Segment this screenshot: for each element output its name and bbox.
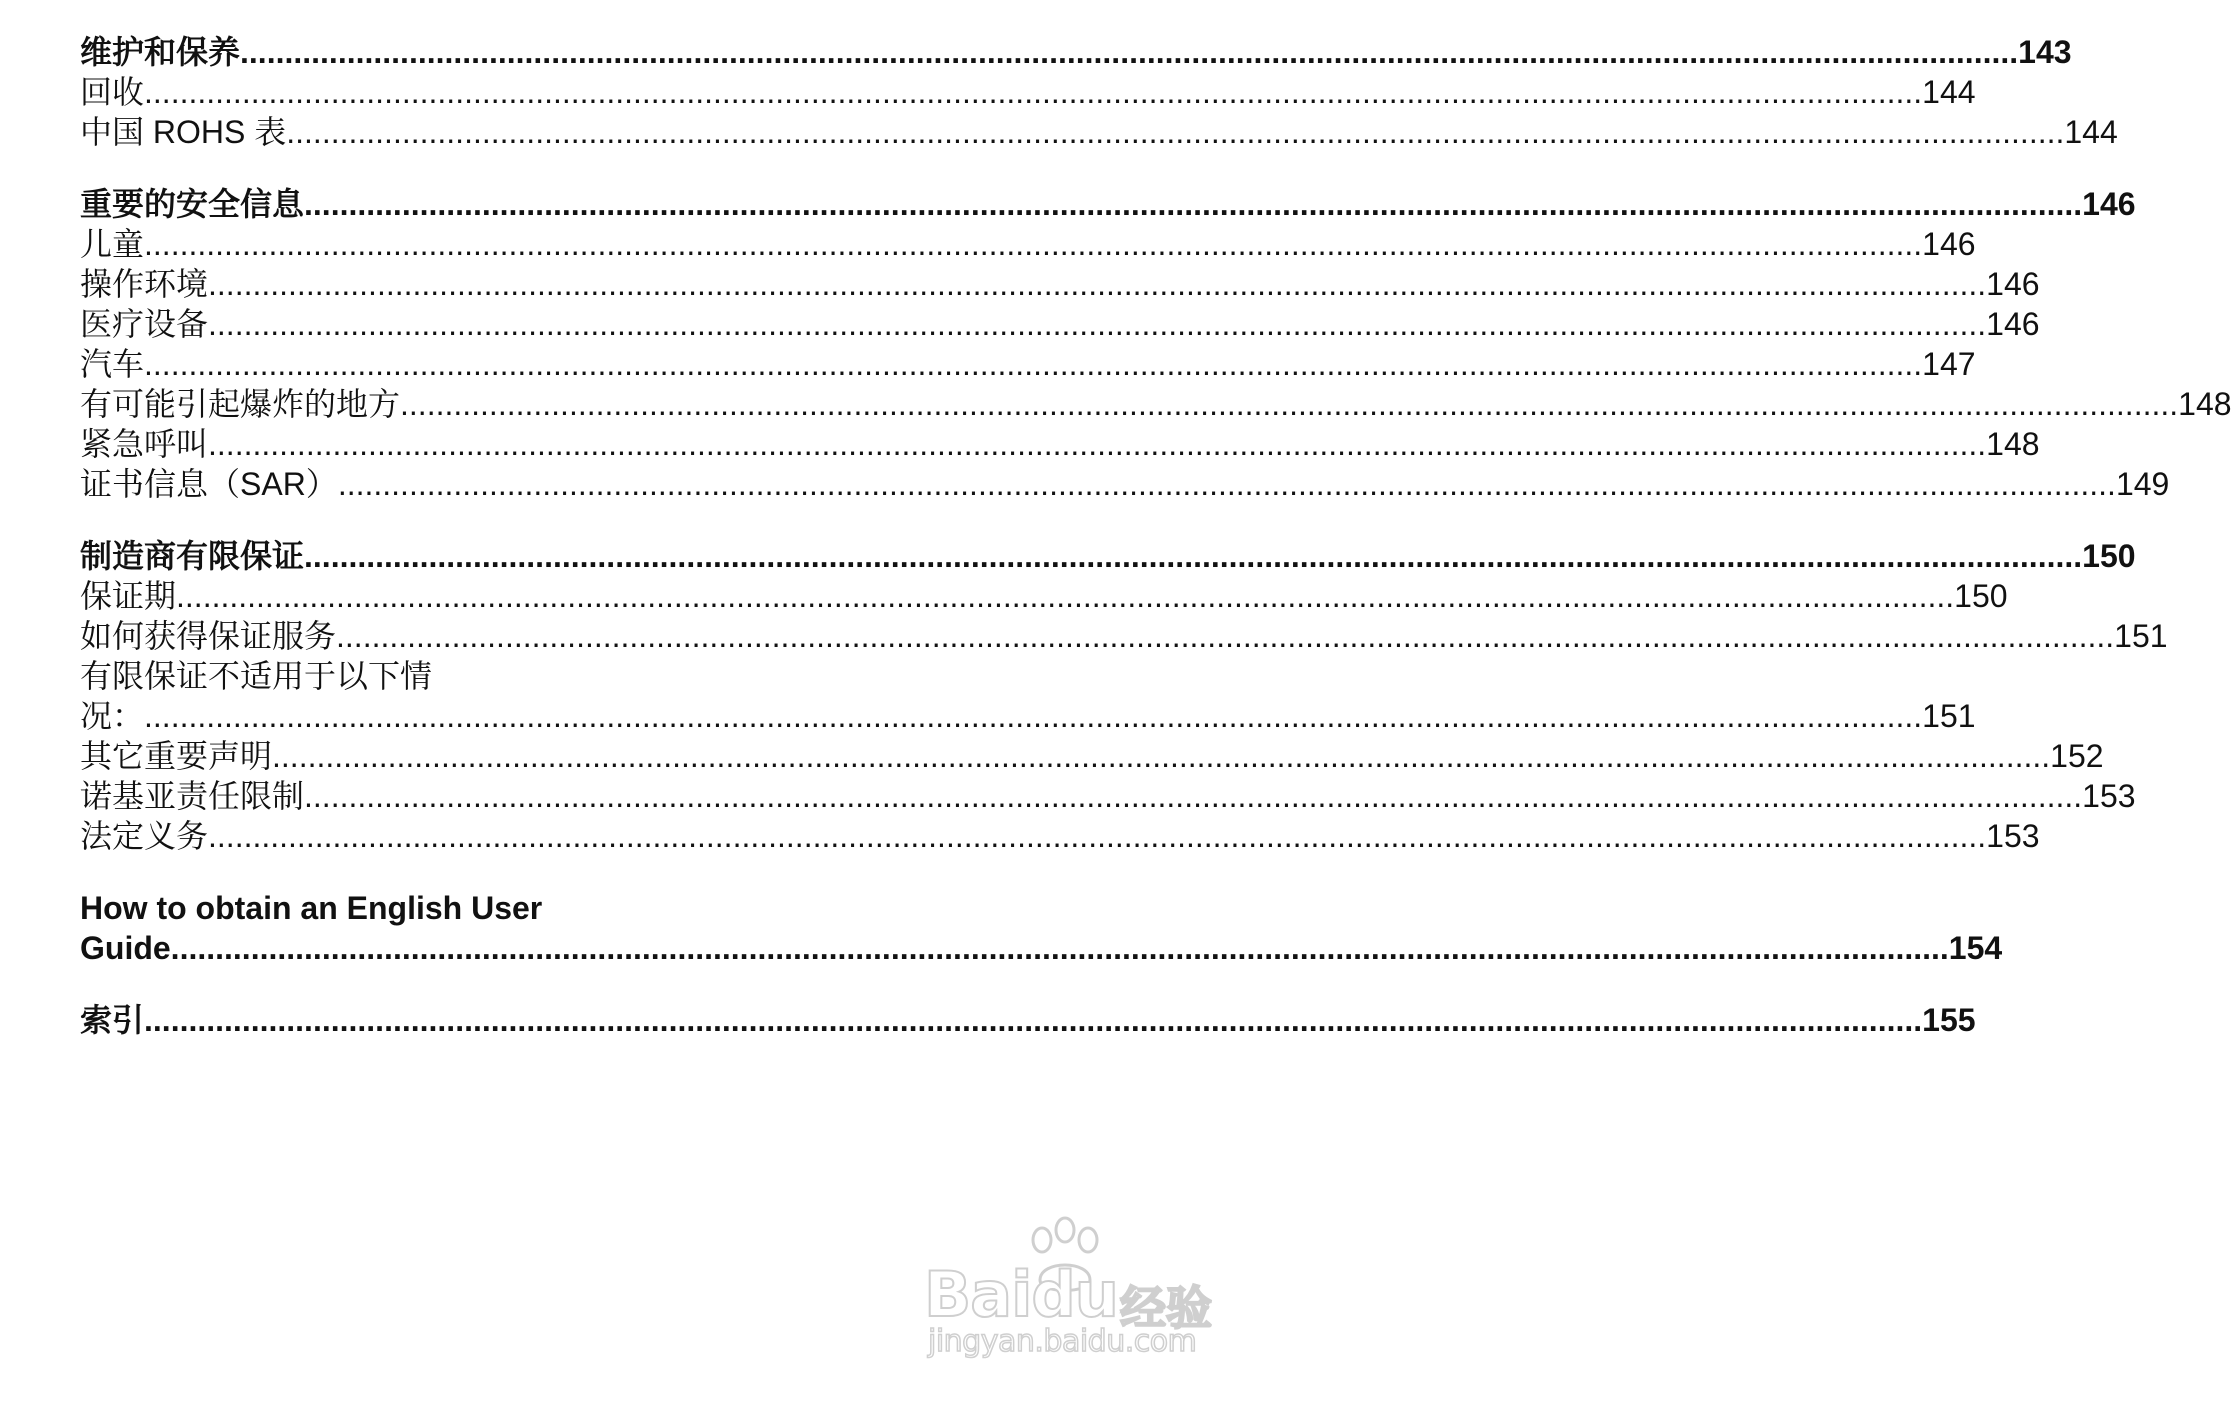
- toc-section: [80, 888, 2003, 968]
- toc-entry[interactable]: [80, 304, 2040, 344]
- toc-page-number: 151: [1922, 698, 1976, 734]
- toc-entry-title: 证书信息（SAR）: [80, 466, 338, 502]
- toc-page-number: 146: [1922, 226, 1976, 262]
- toc-page-number: 151: [2114, 618, 2168, 654]
- baidu-jingyan-watermark: [920, 1218, 1230, 1368]
- watermark-brand: [924, 1258, 1118, 1331]
- toc-entry-title: 诺基亚责任限制: [80, 778, 305, 814]
- toc-heading-title: 制造商有限保证: [80, 538, 305, 574]
- toc-heading-title: 重要的安全信息: [80, 186, 305, 222]
- dot-leader: ........................................................................................................................................................................................................: [400, 386, 2179, 422]
- toc-section: [80, 536, 2168, 856]
- toc-entry-title: 紧急呼叫: [80, 426, 209, 462]
- dot-leader: ........................................................................................................................................................................................................: [337, 466, 2116, 502]
- toc-heading-title: 维护和保养: [80, 34, 241, 70]
- toc-entry[interactable]: [80, 72, 1976, 112]
- toc-entry[interactable]: [80, 736, 2104, 776]
- toc-entry[interactable]: [80, 424, 2040, 464]
- dot-leader: ........................................................................................................................................................................................................: [208, 818, 1987, 854]
- toc-page-number: 146: [1986, 306, 2040, 342]
- toc-section: [80, 1000, 1976, 1040]
- toc-entry-title: 回收: [80, 74, 145, 110]
- watermark-url: jingyan.baidu.com: [928, 1324, 1197, 1359]
- toc-heading[interactable]: [80, 1000, 1976, 1040]
- dot-leader: ........................................................................................................................................................................................................: [240, 34, 2019, 70]
- watermark-brand-part2: du: [1031, 1258, 1118, 1331]
- dot-leader: ........................................................................................................................................................................................................: [272, 738, 2051, 774]
- toc-page-number: 149: [2115, 466, 2170, 502]
- toc-page-number: 147: [1922, 346, 1976, 382]
- toc-heading[interactable]: [80, 536, 2136, 576]
- toc-entry-title: 法定义务: [80, 818, 209, 854]
- toc-entry[interactable]: [80, 576, 2008, 616]
- toc-section: [80, 184, 2232, 504]
- toc-entry[interactable]: [80, 816, 2040, 856]
- toc-page-number: 150: [1954, 578, 2008, 614]
- toc-entry-title: 况：: [80, 698, 145, 734]
- toc-entry-title: 如何获得保证服务: [80, 618, 337, 654]
- toc-page-number: 144: [2064, 114, 2118, 150]
- table-of-contents: [80, 32, 2232, 1072]
- toc-page-number: 153: [1986, 818, 2040, 854]
- toc-entry-title: 操作环境: [80, 266, 209, 302]
- dot-leader: ........................................................................................................................................................................................................: [176, 578, 1955, 614]
- dot-leader: ........................................................................................................................................................................................................: [208, 266, 1987, 302]
- toc-page-number: 143: [2018, 34, 2072, 70]
- toc-entry-title: 其它重要声明: [80, 738, 273, 774]
- dot-leader: ........................................................................................................................................................................................................: [208, 426, 1987, 462]
- dot-leader: ........................................................................................................................................................................................................: [144, 226, 1923, 262]
- toc-entry[interactable]: [80, 224, 1976, 264]
- dot-leader: ........................................................................................................................................................................................................: [208, 306, 1987, 342]
- toc-page-number: 146: [2082, 186, 2136, 222]
- toc-page-number: 148: [1986, 426, 2040, 462]
- toc-entry-title: 保证期: [80, 578, 177, 614]
- toc-entry-title: 汽车: [80, 346, 145, 382]
- toc-entry-title: 中国 ROHS 表: [80, 114, 287, 150]
- toc-page-number: 152: [2050, 738, 2104, 774]
- dot-leader: ........................................................................................................................................................................................................: [304, 186, 2083, 222]
- watermark-suffix: 经验: [1120, 1281, 1212, 1335]
- toc-page-number: 144: [1922, 74, 1976, 110]
- toc-entry[interactable]: [80, 464, 2170, 504]
- dot-leader: ........................................................................................................................................................................................................: [170, 930, 1949, 966]
- dot-leader: ........................................................................................................................................................................................................: [144, 698, 1923, 734]
- toc-page-number: 150: [2082, 538, 2136, 574]
- dot-leader: ........................................................................................................................................................................................................: [144, 74, 1923, 110]
- toc-entry[interactable]: [80, 616, 2168, 656]
- toc-entry-title: 儿童: [80, 226, 145, 262]
- toc-entry-title: 医疗设备: [80, 306, 209, 342]
- toc-entry[interactable]: [80, 264, 2040, 304]
- toc-page-number: 154: [1948, 930, 2003, 966]
- toc-page-number: 146: [1986, 266, 2040, 302]
- dot-leader: ........................................................................................................................................................................................................: [144, 346, 1923, 382]
- toc-heading[interactable]: [80, 928, 2003, 968]
- toc-heading-title: Guide: [80, 930, 171, 966]
- dot-leader: ........................................................................................................................................................................................................: [336, 618, 2115, 654]
- dot-leader: ........................................................................................................................................................................................................: [286, 114, 2065, 150]
- toc-entry[interactable]: [80, 384, 2232, 424]
- toc-page-number: 153: [2082, 778, 2136, 814]
- toc-heading[interactable]: [80, 32, 2072, 72]
- toc-section: [80, 32, 2118, 152]
- toc-entry[interactable]: [80, 696, 1976, 736]
- toc-heading-title-line1[interactable]: How to obtain an English User: [80, 890, 543, 926]
- toc-entry[interactable]: [80, 344, 1976, 384]
- toc-entry[interactable]: [80, 776, 2136, 816]
- toc-heading[interactable]: [80, 184, 2136, 224]
- toc-page-number: 148: [2178, 386, 2232, 422]
- dot-leader: ........................................................................................................................................................................................................: [304, 778, 2083, 814]
- watermark-brand-part1: Bai: [924, 1258, 1032, 1331]
- toc-heading-title: 索引: [80, 1002, 145, 1038]
- toc-entry-title: 有可能引起爆炸的地方: [80, 386, 401, 422]
- toc-entry[interactable]: [80, 112, 2118, 152]
- toc-entry-title-line1[interactable]: 有限保证不适用于以下情: [80, 658, 433, 694]
- dot-leader: ........................................................................................................................................................................................................: [144, 1002, 1923, 1038]
- dot-leader: ........................................................................................................................................................................................................: [304, 538, 2083, 574]
- toc-page-number: 155: [1922, 1002, 1976, 1038]
